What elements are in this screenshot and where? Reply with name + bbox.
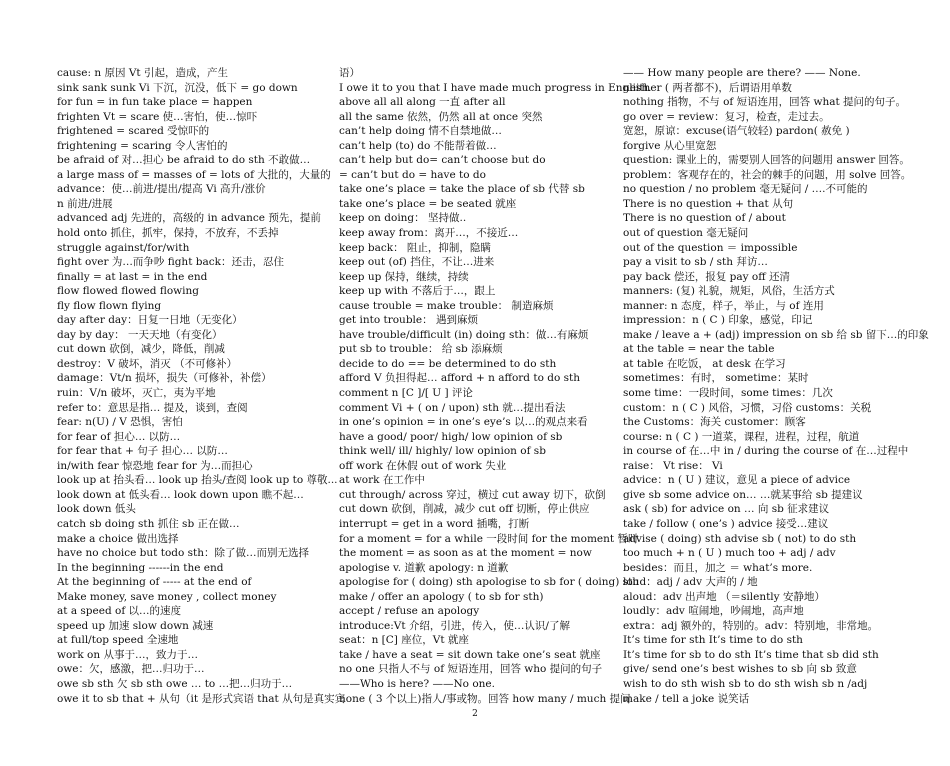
column-left [57,66,346,706]
text-line: think well/ ill/ highly/ low opinion of sb [339,445,546,458]
text-line: look up at 抬头看… look up 抬头/查阅 look up to 尊敬... [57,474,338,487]
text-line: can’t help but do= can’t choose but do [339,154,546,167]
text-line: aloud：adv 出声地 （＝silently 安静地） [623,590,825,603]
text-line: owe it to sb that + 从句（it 是形式宾语 that 从句是真实宾 [57,692,346,705]
text-line: take / follow ( one’s ) advice 接受…建议 [623,517,829,530]
column-middle [339,66,652,706]
text-line: question: 课业上的，需要别人回答的问题用 answer 回答。 [623,154,910,167]
text-line: take / have a seat = sit down take one’s seat 就座 [339,648,601,661]
text-line: 语） [339,67,360,79]
text-line: apologise for ( doing) sth apologise to sb for ( doing) sth [339,576,640,589]
text-line: for fear of 担心… 以防… [57,430,181,443]
text-line: fight over 为…而争吵 fight back：还击，忍住 [57,256,284,269]
text-line: cause: n 原因 Vt 引起，造成，产生 [57,67,228,79]
text-line: ask ( sb) for advice on … 向 sb 征求建议 [623,503,830,516]
text-line: too much + n ( U ) much too + adj / adv [623,547,836,560]
text-line: apologise v. 道歉 apology: n 道歉 [339,561,509,574]
text-line: refer to：意思是指… 提及，谈到，查阅 [57,401,248,414]
text-line: keep away from：离开…，不接近… [339,227,519,240]
text-line: day by day： 一天天地（有变化） [57,328,223,341]
text-line: At the beginning of ----- at the end of [57,576,252,589]
text-line: wish to do sth wish sb to do sth wish sb n /adj [623,677,868,690]
text-line: neither ( 两者都不)，后谓语用单数 [623,81,792,94]
text-line: nothing 指物，不与 of 短语连用，回答 what 提问的句子。 [623,96,907,109]
text-line: ruin：V/n 破坏，灭亡，夷为平地 [57,387,216,400]
text-line: some time：一段时间，some times：几次 [623,387,833,400]
text-line: make / leave a + (adj) impression on sb 给 sb 留下…的印象 [623,328,929,341]
text-line: advance：使…前进/提出/提高 Vi 高升/涨价 [57,183,266,196]
text-line: damage：Vt/n 损坏，损失（可修补，补偿） [57,372,272,385]
text-line: fear: n(U) / V 恐惧，害怕 [57,416,183,429]
text-line: take one’s place = take the place of sb 代替 sb [339,183,585,196]
text-line: manners: (复) 礼貌，规矩，风俗，生活方式 [623,285,835,298]
text-line: for fun = in fun take place = happen [57,96,253,109]
text-line: interrupt = get in a word 插嘴，打断 [339,517,530,530]
text-line: at table 在吃饭， at desk 在学习 [623,357,786,370]
text-line: in one’s opinion = in one’s eye’s 以…的观点来看 [339,416,588,429]
text-line: can’t help (to) do 不能帮着做… [339,139,497,152]
text-line: = can’t but do = have to do [339,168,486,181]
text-line: no one 只指人不与 of 短语连用，回答 who 提问的句子 [339,663,603,676]
text-line: for a moment = for a while 一段时间 for the moment 暂时 [339,532,639,545]
text-line: ——Who is here? ——No one. [339,677,495,690]
text-line: in/with fear 惊恐地 fear for 为…而担心 [57,459,253,472]
text-line: make / tell a joke 说笑话 [623,692,750,705]
text-line: frightening = scaring 令人害怕的 [57,139,228,152]
text-line: There is no question of / about [623,212,786,225]
text-line: keep on doing： 坚持做.. [339,212,467,225]
text-line: destroy：V 破坏，消灭 （不可修补） [57,357,238,370]
text-line: besides：而且，加之 ＝ what’s more. [623,561,813,574]
text-line: give/ send one’s best wishes to sb 向 sb 致意 [623,663,857,676]
text-line: above all all along 一直 after all [339,96,506,109]
text-line: in course of 在…中 in / during the course of 在…过程中 [623,445,909,458]
text-line: comment Vi + ( on / upon) sth 就…提出看法 [339,401,566,414]
text-line: afford V 负担得起… afford + n afford to do sth [339,372,580,385]
text-line: I owe it to you that I have made much progress in English. [339,81,652,94]
text-line: owe：欠，感激，把…归功于… [57,663,205,676]
text-line: It’s time for sth It’s time to do sth [623,634,803,647]
text-line: It’s time for sb to do sth It’s time that sb did sth [623,648,879,661]
text-line: keep up 保持，继续，持续 [339,270,469,283]
text-line: give sb some advice on… …就某事给 sb 提建议 [623,488,863,501]
text-line: frightened = scared 受惊吓的 [57,125,210,138]
text-line: look down at 低头看… look down upon 瞧不起… [57,488,304,501]
text-line: There is no question + that 从句 [623,197,794,210]
text-line: have no choice but todo sth：除了做…而别无选择 [57,547,310,560]
text-line: advanced adj 先进的，高级的 in advance 预先，提前 [57,212,321,225]
text-line: loudly：adv 喧闹地，吵闹地，高声地 [623,605,804,618]
text-line: put sb to trouble： 给 sb 添麻烦 [339,343,503,356]
text-line: hold onto 抓住，抓牢，保持，不放弃，不丢掉 [57,227,279,240]
text-line: no question / no problem 毫无疑问 / ….不可能的 [623,183,868,196]
text-line: owe sb sth 欠 sb sth owe … to …把…归功于… [57,677,293,690]
text-line: out of the question ＝ impossible [623,241,798,254]
text-line: keep out (of) 挡住，不让…进来 [339,256,495,269]
text-line: advice：n ( U ) 建议，意见 a piece of advice [623,474,851,487]
text-line: pay a visit to sb / sth 拜访… [623,256,768,269]
text-line: custom：n ( C ) 风俗，习惯，习俗 customs：关税 [623,401,872,414]
text-line: impression：n ( C ) 印象，感觉，印记 [623,314,813,327]
text-line: the Customs：海关 customer：顾客 [623,416,806,429]
text-line: a large mass of = masses of = lots of 大批的，大量的 [57,168,331,181]
text-line: manner: n 态度，样子，举止，与 of 连用 [623,299,824,312]
text-line: sometimes：有时， sometime：某时 [623,372,809,385]
text-line: pay back 偿还，报复 pay off 还清 [623,270,791,283]
text-line: sink sank sunk Vi 下沉，沉没，低下 = go down [57,81,298,94]
text-line: take one’s place = be seated 就座 [339,197,517,210]
text-line: 宽恕，原谅：excuse(语气较轻) pardon( 赦免 ) [623,125,850,138]
text-line: frighten Vt = scare 使…害怕，使…惊吓 [57,110,258,123]
text-line: extra：adj 额外的，特别的。adv：特别地，非常地。 [623,619,879,632]
page-number: 2 [472,709,478,719]
text-line: advise ( doing) sth advise sb ( not) to do sth [623,532,857,545]
text-line: problem：客观存在的，社会的棘手的问题，用 solve 回答。 [623,168,912,181]
text-line: course: n ( C ) 一道菜，课程，进程，过程，航道 [623,430,860,443]
text-line: none ( 3 个以上)指人/事或物。回答 how many / much 提问 [339,692,631,705]
text-line: go over = review：复习，检查，走过去。 [623,110,830,123]
text-line: the moment = as soon as at the moment = now [339,547,592,560]
text-line: make / offer an apology ( to sb for sth) [339,590,544,603]
text-line: look down 低头 [57,503,136,516]
text-line: fly flow flown flying [57,299,162,312]
text-line: cut down 砍倒，削减，减少 cut off 切断，停止供应 [339,503,590,516]
text-line: make a choice 做出选择 [57,532,179,545]
text-line: comment n [C ]/[ U ] 评论 [339,387,473,400]
text-line: cut through/ across 穿过，横过 cut away 切下，砍倒 [339,488,606,501]
text-line: all the same 依然，仍然 all at once 突然 [339,110,543,123]
text-line: accept / refuse an apology [339,605,480,618]
text-line: can’t help doing 情不自禁地做… [339,125,502,138]
text-line: loud：adj / adv 大声的 / 地 [623,576,758,589]
text-line: introduce:Vt 介绍，引进，传入，使…认识/了解 [339,619,570,632]
text-line: for fear that + 句子 担心… 以防… [57,445,228,458]
text-line: forgive 从心里宽恕 [623,139,717,152]
text-line: —— How many people are there? —— None. [623,67,861,79]
text-line: have trouble/difficult (in) doing sth：做…有麻烦 [339,328,589,341]
text-line: Make money, save money , collect money [57,590,277,603]
text-line: speed up 加速 slow down 减速 [57,619,214,632]
text-line: at full/top speed 全速地 [57,634,179,647]
text-line: at work 在工作中 [339,474,425,487]
text-line: be afraid of 对…担心 be afraid to do sth 不敢做… [57,154,311,167]
text-line: have a good/ poor/ high/ low opinion of sb [339,430,563,443]
text-line: day after day：日复一日地（无变化） [57,314,243,327]
text-line: cut down 砍倒，减少，降低，削减 [57,343,225,356]
text-line: raise： Vt rise： Vi [623,459,723,472]
text-line: seat：n [C] 座位，Vt 就座 [339,634,469,647]
text-line: decide to do == be determined to do sth [339,357,557,370]
text-line: keep back： 阻止，抑制，隐瞒 [339,241,491,254]
text-line: n 前进/进展 [57,197,113,210]
text-line: In the beginning ------in the end [57,561,224,574]
text-line: off work 在休假 out of work 失业 [339,459,507,472]
text-line: get into trouble： 遇到麻烦 [339,314,478,327]
column-right [623,66,935,706]
text-line: keep up with 不落后于…，跟上 [339,285,496,298]
text-line: catch sb doing sth 抓住 sb 正在做… [57,517,240,530]
text-line: cause trouble = make trouble： 制造麻烦 [339,299,554,312]
text-line: struggle against/for/with [57,241,190,254]
text-line: at the table = near the table [623,343,775,356]
text-line: flow flowed flowed flowing [57,285,199,298]
text-line: out of question 毫无疑问 [623,227,749,240]
text-line: finally = at last = in the end [57,270,208,283]
text-line: work on 从事于…，致力于… [57,648,198,661]
text-line: at a speed of 以…的速度 [57,605,182,618]
